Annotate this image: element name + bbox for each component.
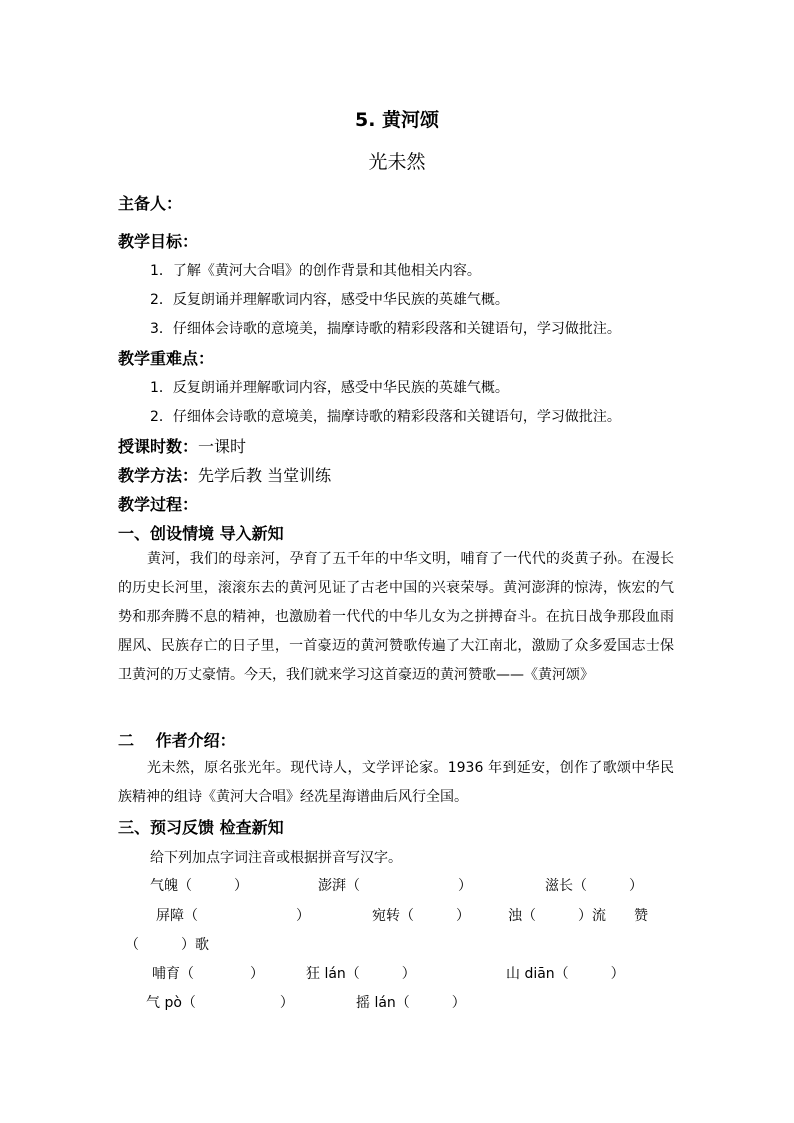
lesson-author: 光未然 <box>368 151 426 173</box>
goals-heading: 教学目标： <box>118 232 199 251</box>
class-hours-value: 一课时 <box>198 437 247 456</box>
exercise-item: 山 diān（ ） <box>506 966 625 982</box>
method-value: 先学后教 当堂训练 <box>198 466 332 485</box>
goal-item: 3．仔细体会诗歌的意境美，揣摩诗歌的精彩段落和关键语句，学习做批注。 <box>150 321 621 337</box>
exercise-item: 宛转（ ） <box>372 908 470 924</box>
goal-item: 1．了解《黄河大合唱》的创作背景和其他相关内容。 <box>150 263 481 279</box>
goal-item: 2．反复朗诵并理解歌词内容，感受中华民族的英雄气概。 <box>150 292 509 308</box>
method-label: 教学方法： <box>118 466 199 485</box>
exercise-item: 屏障（ ） <box>156 908 310 924</box>
exercise-item: 摇 lán（ ） <box>356 995 466 1011</box>
exercise-item: 气魄（ ） <box>150 878 248 894</box>
key-point-item: 1．反复朗诵并理解歌词内容，感受中华民族的英雄气概。 <box>150 380 509 396</box>
exercise-item: 浊（ ）流 赞 <box>508 908 648 924</box>
exercise-item: 滋长（ ） <box>545 878 643 894</box>
key-point-item: 2．仔细体会诗歌的意境美，揣摩诗歌的精彩段落和关键语句，学习做批注。 <box>150 409 621 425</box>
method-row <box>118 463 331 486</box>
exercise-instruction: 给下列加点字词注音或根据拼音写汉字。 <box>150 850 402 866</box>
section-1-heading: 一、创设情境 导入新知 <box>118 524 284 543</box>
author-paragraph: 光未然，原名张光年。现代诗人，文学评论家。1936 年到延安，创作了歌颂中华民族精神的组诗《黄河大合唱》经冼星海谱曲后风行全国。 <box>118 760 674 805</box>
exercise-item: （ ）歌 <box>125 937 209 953</box>
preparer-label: 主备人： <box>118 194 183 213</box>
exercise-item: 气 pò（ ） <box>146 995 294 1011</box>
section-3-heading: 三、预习反馈 检查新知 <box>118 818 284 837</box>
class-hours-row <box>118 434 246 457</box>
intro-paragraph: 黄河，我们的母亲河，孕育了五千年的中华文明，哺育了一代代的炎黄子孙。在漫长的历史长河里，滚滚东去的黄河见证了古老中国的兴衰荣辱。黄河澎湃的惊涛，恢宏的气势和那奔腾不息的精神，也激励着一代代的中华儿女为之拼搏奋斗。在抗日战争那段血雨腥风、民族存亡的日子里，一首豪迈的黄河赞歌传遍了大江南北，激励了众多爱国志士保卫黄河的万丈豪情。今天，我们就来学习这首豪迈的黄河赞歌——《黄河颂》 <box>118 551 674 683</box>
lesson-title: 5. 黄河颂 <box>354 109 440 131</box>
exercise-item: 澎湃（ ） <box>318 878 472 894</box>
exercise-item: 狂 lán（ ） <box>306 966 416 982</box>
exercise-item: 哺育（ ） <box>152 966 264 982</box>
process-heading: 教学过程： <box>118 495 199 514</box>
section-2-heading: 二 作者介绍： <box>118 731 236 750</box>
key-points-heading: 教学重难点： <box>118 349 215 368</box>
class-hours-label: 授课时数： <box>118 437 199 456</box>
